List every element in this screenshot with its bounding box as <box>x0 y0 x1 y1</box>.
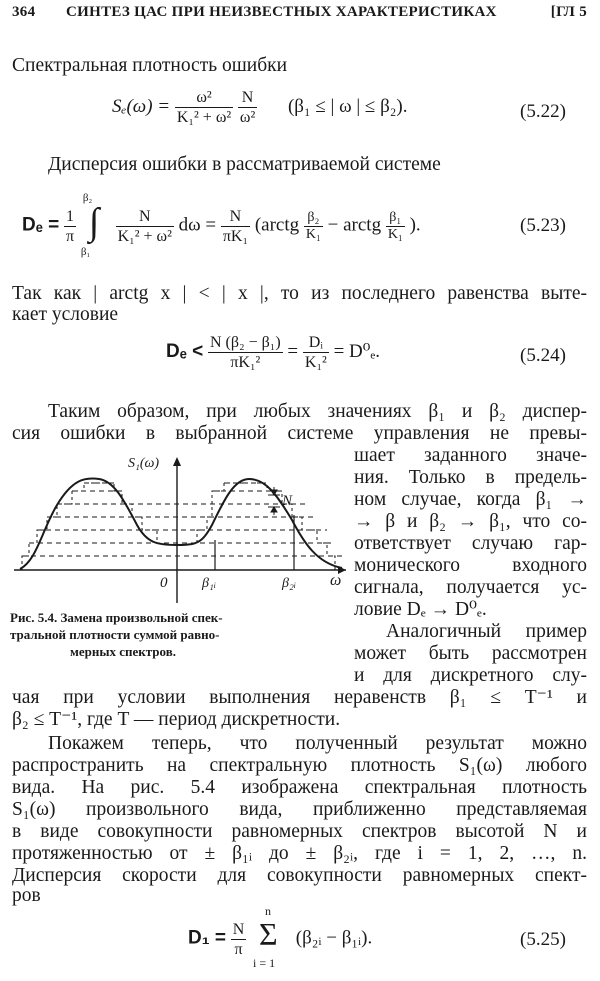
paragraph-line: ловие Dₑ → D⁰ₑ. <box>354 599 487 620</box>
eq-den: K₁ <box>387 226 403 242</box>
equation-5-23 <box>22 192 421 258</box>
paragraph-line: вида. На рис. 5.4 изображена спектральная плотность <box>12 777 587 798</box>
caption-line: тральной плотности суммой равно- <box>10 627 220 642</box>
equation-number: (5.24) <box>520 345 566 366</box>
eq-fraction <box>175 88 233 127</box>
sum-upper: n <box>265 904 272 918</box>
paragraph-line: чая при условии выполнения неравенств β₁ ≤ T⁻¹ и <box>12 687 587 708</box>
figure-caption <box>10 609 340 660</box>
eq-den: K₁ <box>305 226 321 242</box>
caption-line: Рис. 5.4. Замена произвольной спек- <box>10 610 223 625</box>
eq-fraction <box>386 210 405 243</box>
eq-arctg: (arctg <box>254 214 300 236</box>
running-header <box>12 4 587 28</box>
page-number: 364 <box>12 4 36 20</box>
paragraph-line: → β и β₂ → β₁, что со- <box>354 511 587 532</box>
x-axis-label: ω <box>330 572 342 589</box>
equation-5-25 <box>188 906 372 972</box>
equation-5-24 <box>166 333 380 372</box>
paragraph-line: распространить на спектральную плотность S₁(ω) любого <box>12 755 587 776</box>
y-axis-arrow <box>173 457 181 466</box>
eq-num: N <box>232 920 245 938</box>
paragraph-line: в виде совокупности равномерных спектров высотой N и <box>12 821 587 842</box>
paragraph-line: Покажем теперь, что полученный результат можно <box>48 733 587 754</box>
eq-condition: (β₁ ≤ | ω | ≤ β₂). <box>287 95 408 117</box>
y-axis-label: S₁(ω) <box>128 456 160 471</box>
paragraph-line: монического входного <box>354 555 587 576</box>
paragraph-line: ров <box>12 885 41 906</box>
paragraph-line: S₁(ω) произвольного вида, приближенно представляемая <box>12 799 587 820</box>
sum-symbol: Σ <box>259 916 278 952</box>
paragraph-line: ния. Только в предель- <box>354 467 587 488</box>
equation-number: (5.23) <box>520 215 566 236</box>
eq-den: K₁² <box>304 354 327 371</box>
eq-den: πK₁² <box>230 354 261 371</box>
eq-fraction <box>304 210 323 243</box>
eq-den: π <box>66 227 75 245</box>
figure-5-4 <box>12 455 348 605</box>
equation-number: (5.22) <box>520 101 566 122</box>
eq-den: ω² <box>239 109 256 126</box>
integral-lower: β₁ <box>80 246 91 258</box>
eq-num: N <box>221 207 250 227</box>
eq-fraction <box>208 333 283 372</box>
n-label: N <box>282 493 293 509</box>
eq-lhs: Dₑ < <box>166 340 204 362</box>
eq-close: ). <box>409 214 421 236</box>
beta2i-label: β₂ᵢ <box>282 576 297 591</box>
eq-fraction <box>221 207 250 246</box>
caption-line: мерных спектров. <box>70 644 176 659</box>
eq-lhs: D₁ = <box>188 927 226 949</box>
eq-fraction <box>238 88 257 127</box>
eq-num: β₂ <box>304 210 323 227</box>
paragraph-line: ответствует случаю гар- <box>354 533 587 554</box>
eq-fraction <box>64 207 76 246</box>
paragraph-line: сия ошибки в выбранной системе управления не превы- <box>12 423 587 444</box>
eq-den: πK₁ <box>222 227 249 245</box>
sum-lower: i = 1 <box>253 956 276 970</box>
paragraph-line: может быть рассмотрен <box>354 643 587 664</box>
eq-fraction <box>303 333 329 372</box>
integral-sign: β₂ ∫ β₁ <box>80 192 100 258</box>
eq-fraction <box>231 920 247 959</box>
eq-den: K₁² + ω² <box>176 109 232 126</box>
origin-label: 0 <box>160 575 168 591</box>
eq-num: Dᵢ <box>303 333 329 353</box>
summation-sign <box>251 906 291 972</box>
eq-num: β₁ <box>386 210 405 227</box>
integral-upper: β₂ <box>82 192 93 204</box>
eq-rhs: = D⁰ₑ. <box>333 340 381 362</box>
eq-den: K₁² + ω² <box>117 227 172 245</box>
equation-5-22 <box>112 88 407 127</box>
eq-den: π <box>234 940 243 958</box>
eq-num: N (β₂ − β₁) <box>210 334 281 351</box>
paragraph-error-variance: Дисперсия ошибки в рассматриваемой системе <box>48 154 441 175</box>
eq-num: N <box>116 207 174 227</box>
paragraph-line: ном случае, когда β₁ → <box>354 489 587 510</box>
paragraph-line: β₂ ≤ T⁻¹, где T — период дискретности. <box>12 709 341 730</box>
eq-equals: = <box>287 340 299 362</box>
eq-num: 1 <box>64 207 76 227</box>
paragraph-line: кает условие <box>12 304 119 325</box>
eq-body: (β₂ᵢ − β₁ᵢ). <box>295 927 373 949</box>
beta1i-label: β₁ᵢ <box>202 576 217 591</box>
paragraph-line: Аналогичный пример <box>386 621 587 642</box>
paragraph-line: сигнала, получается ус- <box>354 577 587 598</box>
paragraph-line: протяженностью от ± β₁ᵢ до ± β₂ᵢ, где i = 1, 2, …, n. <box>12 843 587 864</box>
paragraph-spectral-density: Спектральная плотность ошибки <box>12 55 288 76</box>
chapter-ref: [ГЛ 5 <box>550 4 587 20</box>
paragraph-line: Так как | arctg x | < | x |, то из последнего равенства выте- <box>12 283 587 304</box>
paragraph-line: и для дискретного слу- <box>354 665 587 686</box>
equation-number: (5.25) <box>520 929 566 950</box>
paragraph-line: Таким образом, при любых значениях β₁ и β₂ диспер- <box>48 401 587 422</box>
paragraph-line: Дисперсия скорости для совокупности равномерных спект- <box>12 865 587 886</box>
eq-num: N <box>238 88 257 108</box>
eq-arctg: − arctg <box>327 214 382 236</box>
eq-num: ω² <box>175 88 233 108</box>
running-title: СИНТЕЗ ЦАС ПРИ НЕИЗВЕСТНЫХ ХАРАКТЕРИСТИКАХ <box>66 4 497 20</box>
eq-fraction <box>116 207 174 246</box>
eq-lhs: Sₑ(ω) = <box>112 95 171 117</box>
paragraph-line: шает заданного значе- <box>354 445 587 466</box>
eq-lhs: Dₑ = <box>22 214 60 236</box>
eq-dw: dω = <box>178 214 217 236</box>
